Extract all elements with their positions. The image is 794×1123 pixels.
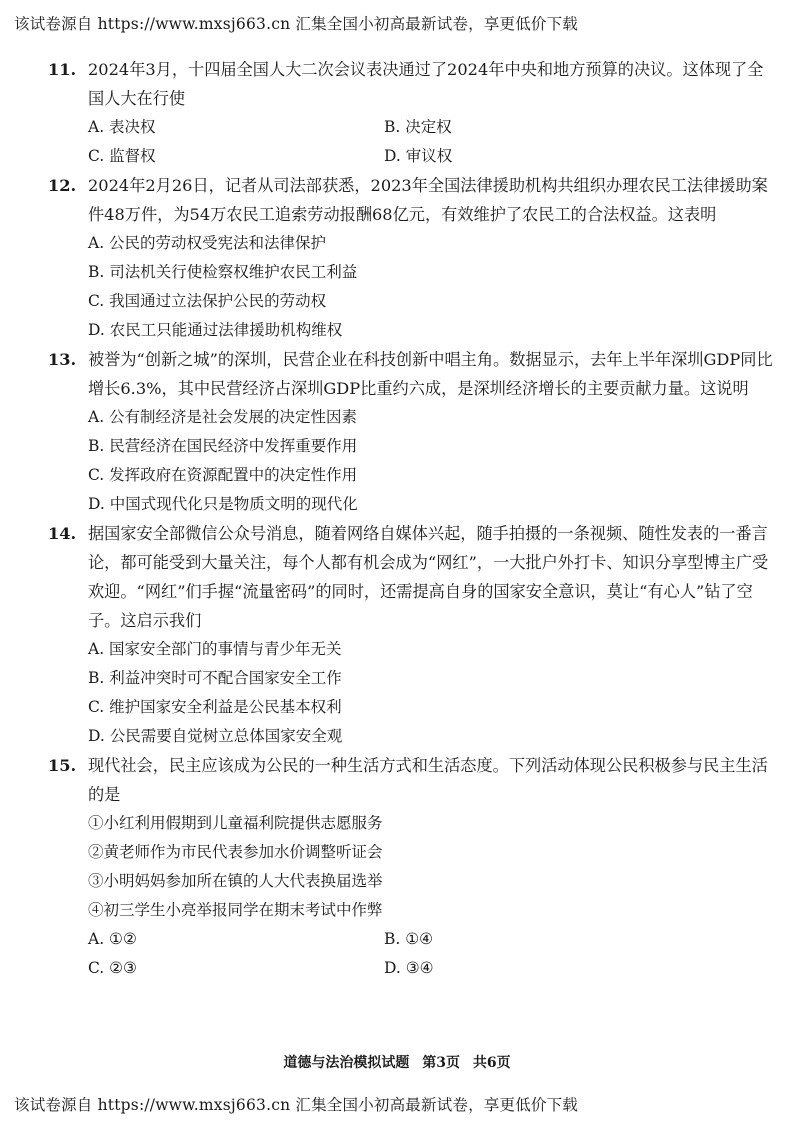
option-c: C. 维护国家安全利益是公民基本权利	[88, 698, 342, 716]
statement-4: ④初三学生小亮举报同学在期末考试中作弊	[88, 901, 383, 919]
question-number: 15.	[48, 756, 77, 775]
option-c: C. ②③	[88, 959, 137, 977]
statement-3: ③小明妈妈参加所在镇的人大代表换届选举	[88, 872, 383, 890]
option-b: B. 司法机关行使检察权维护农民工利益	[88, 263, 358, 281]
question-list	[48, 55, 778, 983]
question-number: 13.	[48, 350, 77, 369]
statement-list	[88, 809, 778, 925]
option-d: D. 审议权	[384, 147, 453, 165]
question-14	[48, 519, 778, 751]
option-a: A. 公民的劳动权受宪法和法律保护	[88, 234, 327, 252]
option-list	[88, 403, 778, 519]
question-text: 2024年3月，十四届全国人大二次会议表决通过了2024年中央和地方预算的决议。这体现了全国人大在行使	[88, 60, 764, 108]
source-banner-top: 该试卷源自 https://www.mxsj663.cn 汇集全国小初高最新试卷，享更低价下载	[14, 15, 579, 33]
question-11	[48, 55, 778, 171]
question-text: 被誉为“创新之城”的深圳，民营企业在科技创新中唱主角。数据显示，去年上半年深圳GDP同比增长6.3%，其中民营经济占深圳GDP比重约六成，是深圳经济增长的主要贡献力量。这说明	[88, 350, 773, 398]
question-number: 11.	[48, 60, 77, 79]
question-text: 2024年2月26日，记者从司法部获悉，2023年全国法律援助机构共组织办理农民工法律援助案件48万件，为54万农民工追索劳动报酬68亿元，有效维护了农民工的合法权益。这表明	[88, 176, 768, 224]
question-stem	[48, 345, 778, 403]
option-a: A. 表决权	[88, 118, 156, 136]
footer-page-number: 第3页	[422, 1055, 460, 1071]
question-text: 据国家安全部微信公众号消息，随着网络自媒体兴起，随手拍摄的一条视频、随性发表的一番言论，都可能受到大量关注，每个人都有机会成为“网红”，一大批户外打卡、知识分享型博主广受欢迎。“网红”们手握“流量密码”的同时，还需提高自身的国家安全意识，莫让“有心人”钻了空子。这启示我们	[88, 524, 769, 630]
option-a: A. 公有制经济是社会发展的决定性因素	[88, 408, 358, 426]
page-footer	[0, 1052, 794, 1072]
question-13	[48, 345, 778, 519]
option-d: D. 中国式现代化只是物质文明的现代化	[88, 495, 358, 513]
option-d: D. ③④	[384, 959, 434, 977]
question-number: 14.	[48, 524, 77, 543]
question-stem	[48, 519, 778, 635]
option-list	[88, 229, 778, 345]
option-a: A. 国家安全部门的事情与青少年无关	[88, 640, 342, 658]
option-c: C. 监督权	[88, 147, 156, 165]
option-d: D. 公民需要自觉树立总体国家安全观	[88, 727, 343, 745]
question-stem	[48, 55, 778, 113]
question-stem	[48, 751, 778, 809]
option-c: C. 发挥政府在资源配置中的决定性作用	[88, 466, 358, 484]
question-number: 12.	[48, 176, 77, 195]
option-list	[88, 635, 778, 751]
statement-1: ①小红利用假期到儿童福利院提供志愿服务	[88, 814, 383, 832]
footer-total-pages: 共6页	[472, 1055, 511, 1071]
question-text: 现代社会，民主应该成为公民的一种生活方式和生活态度。下列活动体现公民积极参与民主生活的是	[88, 756, 768, 804]
option-a: A. ①②	[88, 930, 137, 948]
option-b: B. ①④	[384, 930, 434, 948]
option-list	[88, 925, 778, 983]
question-stem	[48, 171, 778, 229]
question-15	[48, 751, 778, 983]
source-banner-bottom: 该试卷源自 https://www.mxsj663.cn 汇集全国小初高最新试卷，享更低价下载	[14, 1096, 579, 1114]
footer-subject: 道德与法治模拟试题	[283, 1055, 410, 1071]
question-12	[48, 171, 778, 345]
option-b: B. 民营经济在国民经济中发挥重要作用	[88, 437, 358, 455]
statement-2: ②黄老师作为市民代表参加水价调整听证会	[88, 843, 383, 861]
option-b: B. 决定权	[384, 118, 452, 136]
option-c: C. 我国通过立法保护公民的劳动权	[88, 292, 327, 310]
option-b: B. 利益冲突时可不配合国家安全工作	[88, 669, 342, 687]
option-d: D. 农民工只能通过法律援助机构维权	[88, 321, 343, 339]
option-list	[88, 113, 778, 171]
